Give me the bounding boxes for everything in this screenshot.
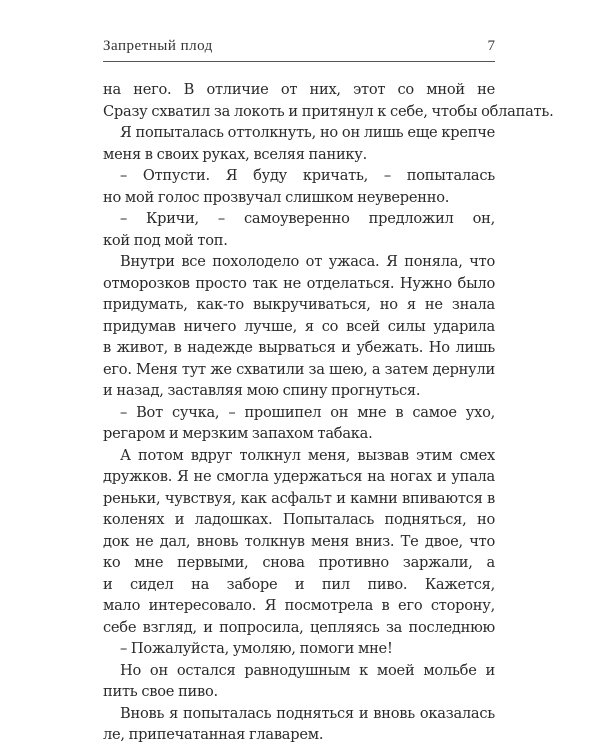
text-line: мало интересовало. Я посмотрела в его сторону,: [103, 597, 495, 614]
text-line: и сидел на заборе и пил пиво. Кажется,: [103, 575, 495, 593]
text-line: и назад, заставляя мою спину прогнуться.: [103, 382, 421, 399]
text-line: – Отпусти. Я буду кричать, – попыталась: [120, 167, 495, 184]
text-line: его. Меня тут же схватили за шею, а затем дернули: [103, 360, 495, 378]
text-line: меня в своих руках, вселяя панику.: [103, 145, 368, 163]
text-line: придумать, как-то выкручиваться, но я не знала: [103, 296, 495, 313]
text-line: на него. В отличие от них, этот со мной не: [103, 81, 495, 98]
text-line: ле, припечатанная главарем.: [103, 726, 324, 743]
text-line: док не дал, вновь толкнув меня вниз. Те двое, что: [103, 532, 495, 550]
text-line: – Вот сучка, – прошипел он мне в самое ухо,: [120, 403, 495, 421]
text-line: Я попыталась оттолкнуть, но он лишь еще крепче: [120, 124, 495, 141]
page-number: 7: [487, 38, 495, 54]
running-header: [103, 38, 495, 62]
running-header-title: Запретный плод: [103, 38, 213, 54]
header-rule: [103, 61, 495, 62]
text-line: дружков. Я не смогла удержаться на ногах и упала: [103, 468, 495, 485]
text-line: Вновь я попыталась подняться и вновь оказалась: [120, 704, 495, 722]
text-line: себе взгляд, и попросила, цепляясь за последнюю: [103, 618, 495, 636]
text-line: ко мне первыми, снова противно заржали, а: [103, 554, 495, 571]
text-line: но мой голос прозвучал слишком неуверенно.: [103, 188, 450, 206]
text-line: придумав ничего лучше, я со всей силы ударила: [103, 317, 495, 335]
text-line: коленях и ладошках. Попыталась подняться, но: [103, 511, 495, 528]
text-line: Но он остался равнодушным к моей мольбе и: [120, 661, 495, 679]
text-line: пить свое пиво.: [103, 683, 218, 700]
text-line: реньки, чувствуя, как асфальт и камни впиваются в: [103, 489, 495, 507]
text-line: кой под мой топ.: [103, 231, 228, 249]
text-line: Внутри все похолодело от ужаса. Я поняла, что: [120, 253, 495, 270]
text-line: – Пожалуйста, умоляю, помоги мне!: [120, 640, 393, 657]
text-line: отморозков просто так не отделаться. Нужно было: [103, 274, 495, 292]
body-text: [103, 79, 554, 746]
text-line: А потом вдруг толкнул меня, вызвав этим смех: [120, 446, 495, 464]
text-line: регаром и мерзким запахом табака.: [103, 425, 373, 442]
text-line: Сразу схватил за локоть и притянул к себе, чтобы облапать.: [103, 102, 554, 120]
text-line: – Кричи, – самоуверенно предложил он,: [120, 210, 495, 227]
text-line: в живот, в надежде вырваться и убежать. Но лишь: [103, 339, 495, 356]
